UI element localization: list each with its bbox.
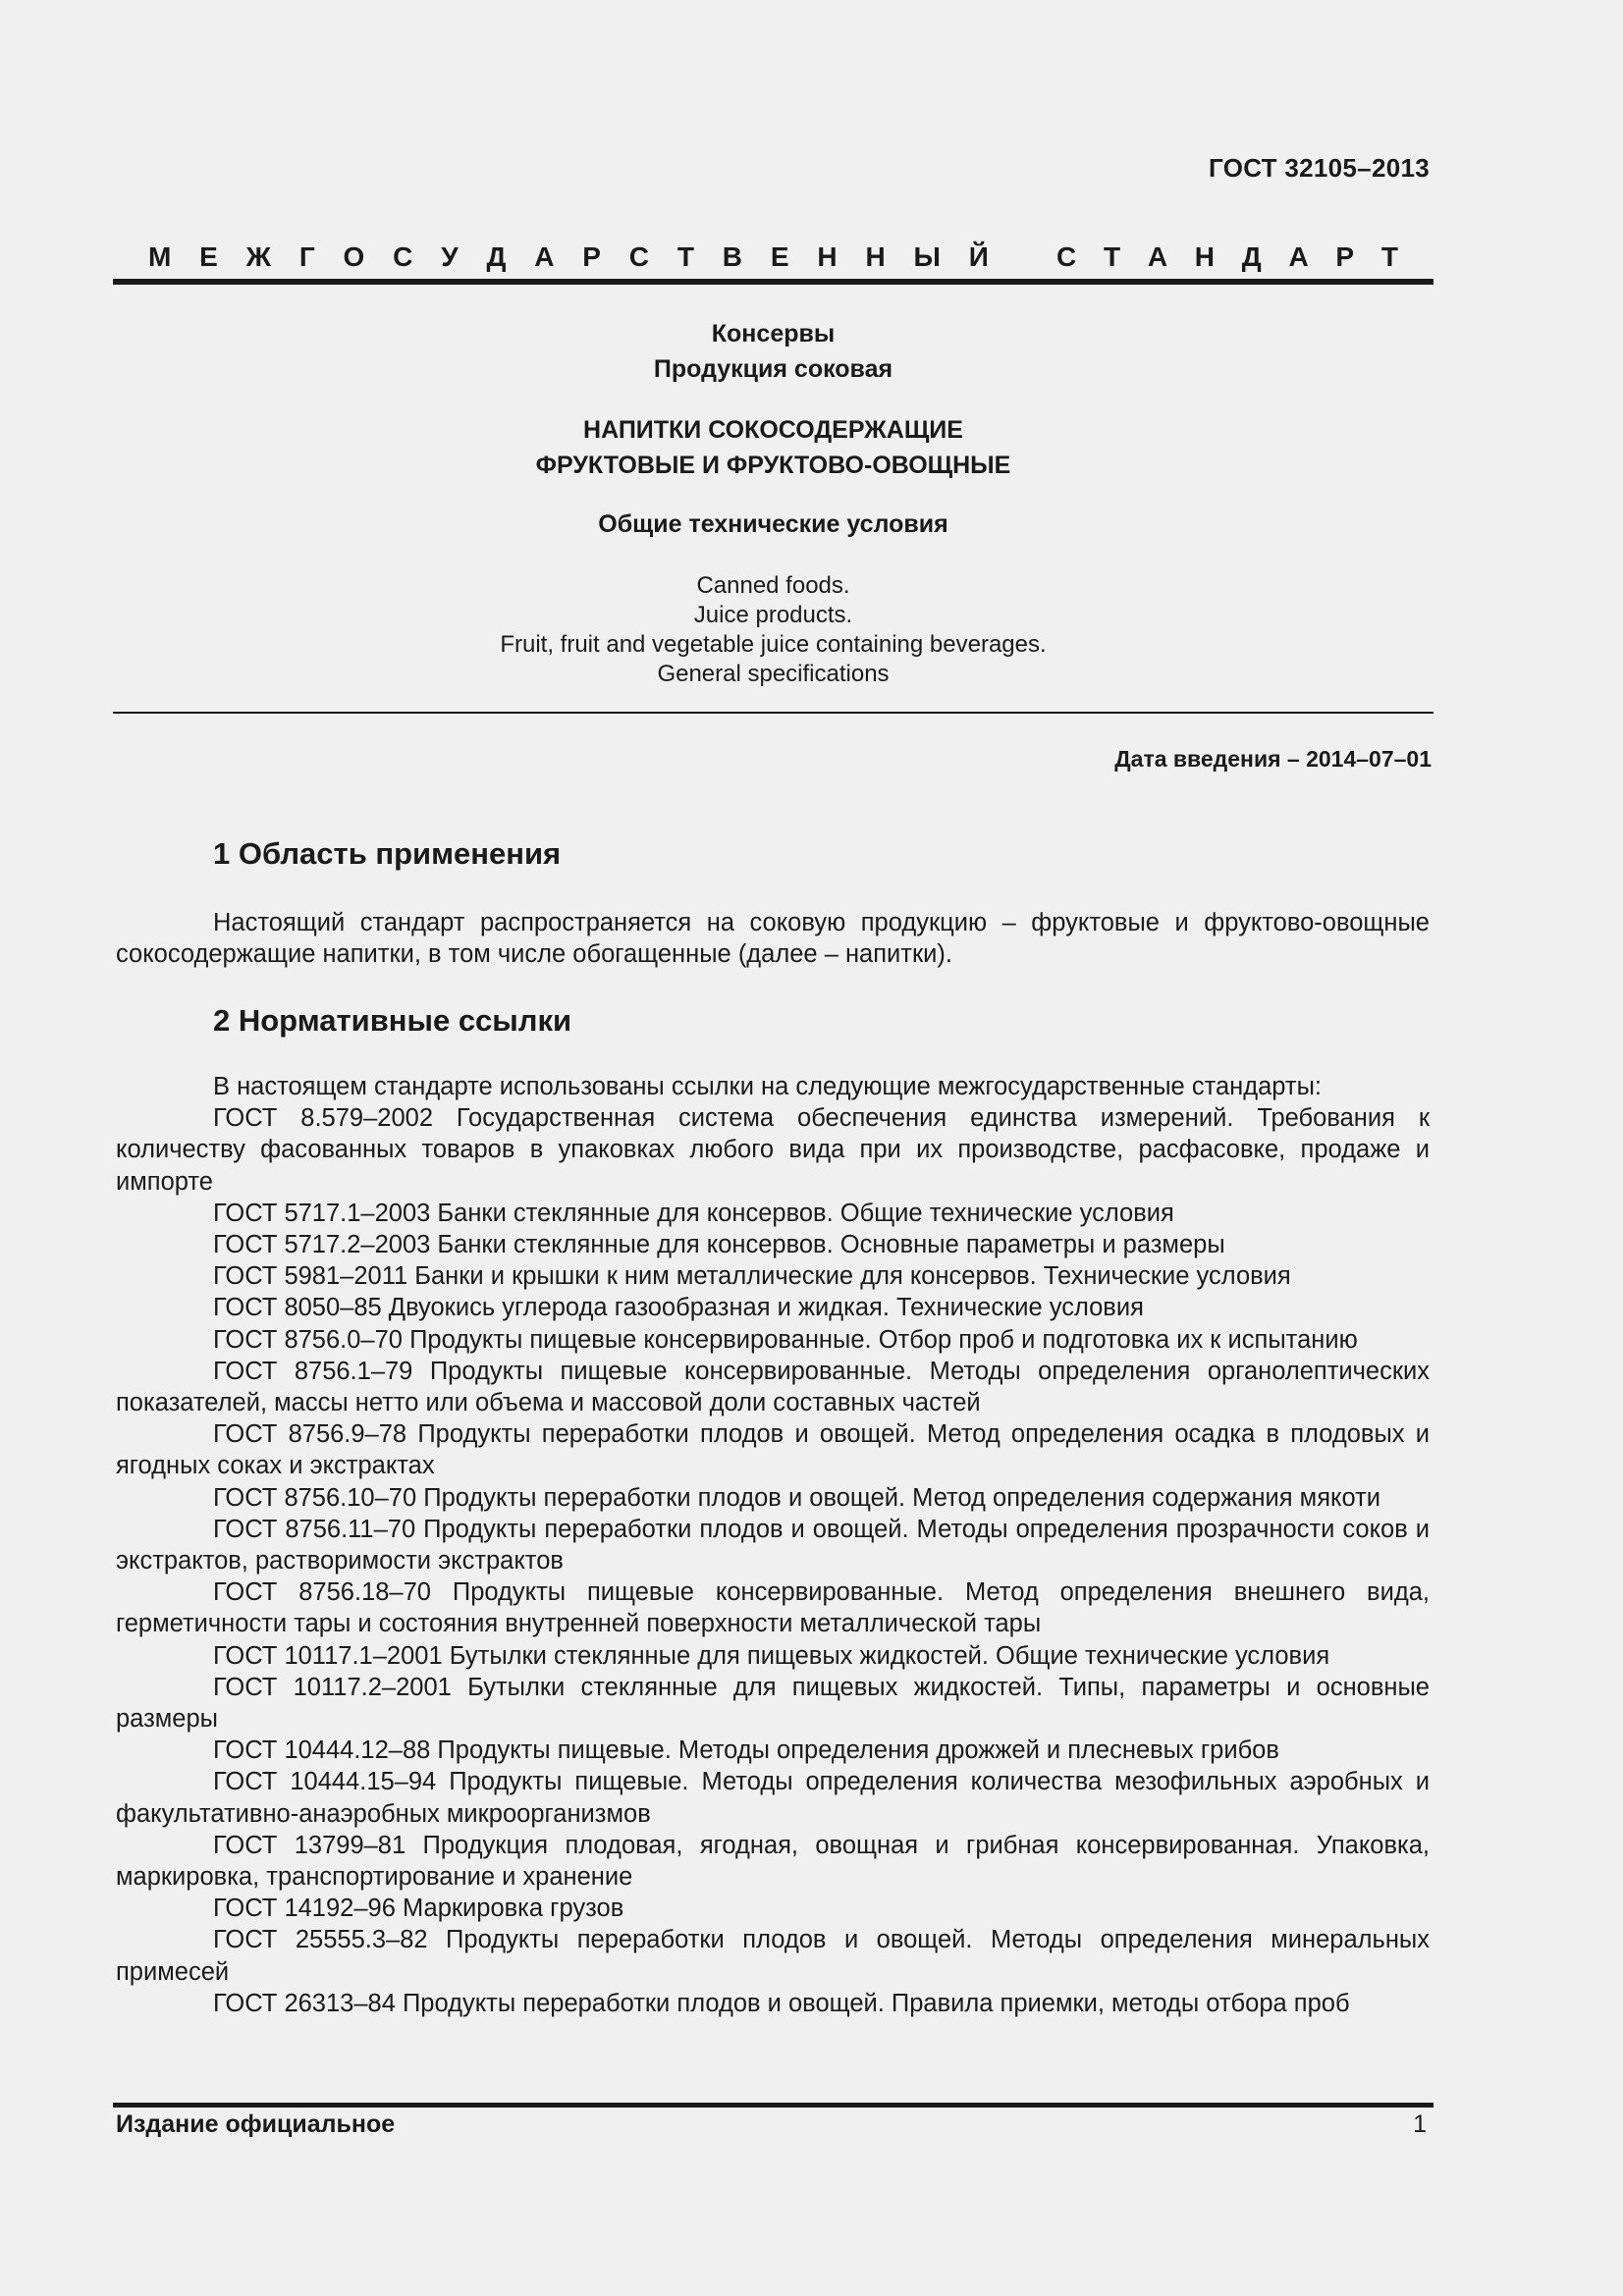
body-paragraph: ГОСТ 10117.1–2001 Бутылки стеклянные для пищевых жидкостей. Общие технические условия xyxy=(213,1641,1330,1670)
body-paragraph: ГОСТ 8756.10–70 Продукты переработки плодов и овощей. Метод определения содержания мякоти xyxy=(213,1483,1380,1512)
body-paragraph: ГОСТ 8756.11–70 Продукты переработки плодов и овощей. Методы определения прозрачности соков и экстрактов, растворимости экстрактов xyxy=(116,1515,1430,1575)
banner-letter: Т xyxy=(676,241,694,272)
banner-letter: Ы xyxy=(913,241,941,272)
body-paragraph: ГОСТ 13799–81 Продукция плодовая, ягодная, овощная и грибная консервированная. Упаковка, маркировка, транспортирование и хранение xyxy=(116,1831,1430,1892)
banner-letter: Й xyxy=(968,241,989,272)
banner-letter: Е xyxy=(199,241,218,272)
main-title xyxy=(113,412,1434,483)
body-paragraph: ГОСТ 5717.1–2003 Банки стеклянные для консервов. Общие технические условия xyxy=(213,1199,1174,1227)
banner-letter: С xyxy=(628,241,650,272)
section-body-scope xyxy=(116,907,1430,970)
banner-letter: Д xyxy=(1241,241,1262,272)
banner-letter: Н xyxy=(1194,241,1216,272)
body-paragraph: Настоящий стандарт распространяется на соковую продукцию – фруктовые и фруктово-овощные сокосодержащие напитки, в том числе обогащенные (далее – напитки). xyxy=(116,909,1430,969)
page-number: 1 xyxy=(1413,2110,1427,2138)
main-title-line: НАПИТКИ СОКОСОДЕРЖАЩИЕ xyxy=(583,416,963,444)
banner-letter: Т xyxy=(1103,241,1121,272)
body-paragraph: ГОСТ 8050–85 Двуокись углерода газообразная и жидкая. Технические условия xyxy=(213,1294,1144,1322)
title-line: Продукция соковая xyxy=(653,355,893,383)
banner-letter: Н xyxy=(817,241,838,272)
title-line: Консервы xyxy=(711,320,836,347)
edition-label: Издание официальное xyxy=(116,2110,396,2138)
body-paragraph: ГОСТ 8756.0–70 Продукты пищевые консервированные. Отбор проб и подготовка их к испытанию xyxy=(213,1325,1358,1354)
banner-letter: А xyxy=(1147,241,1168,272)
banner-letter: Р xyxy=(1335,241,1355,272)
body-paragraph: ГОСТ 8756.1–79 Продукты пищевые консервированные. Методы определения органолептических показателей, массы нетто или объема и массовой доли составных частей xyxy=(116,1357,1430,1417)
introduction-date: Дата введения – 2014–07–01 xyxy=(1114,746,1432,772)
body-paragraph: ГОСТ 10444.15–94 Продукты пищевые. Методы определения количества мезофильных аэробных и факультативно-анаэробных микроорганизмов xyxy=(116,1768,1430,1828)
footer-rule xyxy=(113,2103,1434,2108)
body-paragraph: ГОСТ 26313–84 Продукты переработки плодов и овощей. Правила приемки, методы отбора проб xyxy=(213,1989,1350,2017)
banner-letter: М xyxy=(148,241,172,272)
subtitle xyxy=(113,507,1434,542)
banner-letter: Р xyxy=(582,241,601,272)
banner-letter: О xyxy=(343,241,365,272)
main-title-line: ФРУКТОВЫЕ И ФРУКТОВО-ОВОЩНЫЕ xyxy=(535,452,1011,479)
english-title-line: Fruit, fruit and vegetable juice containing beverages. xyxy=(500,631,1047,658)
english-title xyxy=(113,571,1434,689)
banner-letter: А xyxy=(1288,241,1309,272)
english-title-line: Juice products. xyxy=(693,602,853,628)
section-heading-references: 2 Нормативные ссылки xyxy=(213,1003,572,1038)
english-title-line: General specifications xyxy=(657,661,890,687)
document-number: ГОСТ 32105–2013 xyxy=(1209,153,1430,183)
banner-letter: Д xyxy=(486,241,507,272)
title-block xyxy=(113,316,1434,387)
body-paragraph: ГОСТ 14192–96 Маркировка грузов xyxy=(213,1895,624,1923)
subtitle-text: Общие технические условия xyxy=(598,510,948,538)
banner-word-interstate xyxy=(148,241,989,273)
banner-letter: Т xyxy=(1380,241,1398,272)
banner-letter: В xyxy=(722,241,743,272)
standard-banner xyxy=(113,241,1434,273)
body-paragraph: ГОСТ 5717.2–2003 Банки стеклянные для консервов. Основные параметры и размеры xyxy=(213,1231,1225,1259)
banner-letter: А xyxy=(534,241,555,272)
banner-word-standard xyxy=(1056,241,1398,273)
body-paragraph: ГОСТ 10444.12–88 Продукты пищевые. Методы определения дрожжей и плесневых грибов xyxy=(213,1736,1279,1765)
banner-rule xyxy=(113,279,1434,285)
body-paragraph: ГОСТ 8.579–2002 Государственная система обеспечения единства измерений. Требования к количеству фасованных товаров в упаковках любого вида при их производстве, расфасовке, продаже и импорте xyxy=(116,1104,1430,1196)
body-paragraph: ГОСТ 25555.3–82 Продукты переработки плодов и овощей. Методы определения минеральных примесей xyxy=(116,1926,1430,1986)
body-paragraph: В настоящем стандарте использованы ссылки на следующие межгосударственные стандарты: xyxy=(213,1073,1322,1100)
body-paragraph: ГОСТ 5981–2011 Банки и крышки к ним металлические для консервов. Технические условия xyxy=(213,1262,1291,1291)
section-body-references xyxy=(116,1071,1430,2019)
banner-letter: Г xyxy=(298,241,315,272)
section-heading-scope: 1 Область применения xyxy=(213,836,562,871)
body-paragraph: ГОСТ 8756.9–78 Продукты переработки плодов и овощей. Метод определения осадка в плодовых и ягодных соках и экстрактах xyxy=(116,1420,1430,1480)
banner-letter: Ж xyxy=(245,241,271,272)
english-title-line: Canned foods. xyxy=(696,572,850,599)
banner-letter: Н xyxy=(865,241,886,272)
title-rule xyxy=(113,712,1434,714)
body-paragraph: ГОСТ 10117.2–2001 Бутылки стеклянные для пищевых жидкостей. Типы, параметры и основные размеры xyxy=(116,1673,1430,1734)
banner-letter: С xyxy=(393,241,413,272)
banner-letter: С xyxy=(1056,241,1077,272)
banner-letter: У xyxy=(441,241,459,272)
banner-letter: Е xyxy=(770,241,789,272)
body-paragraph: ГОСТ 8756.18–70 Продукты пищевые консервированные. Метод определения внешнего вида, герметичности тары и состояния внутренней поверхности металлической тары xyxy=(116,1578,1430,1638)
